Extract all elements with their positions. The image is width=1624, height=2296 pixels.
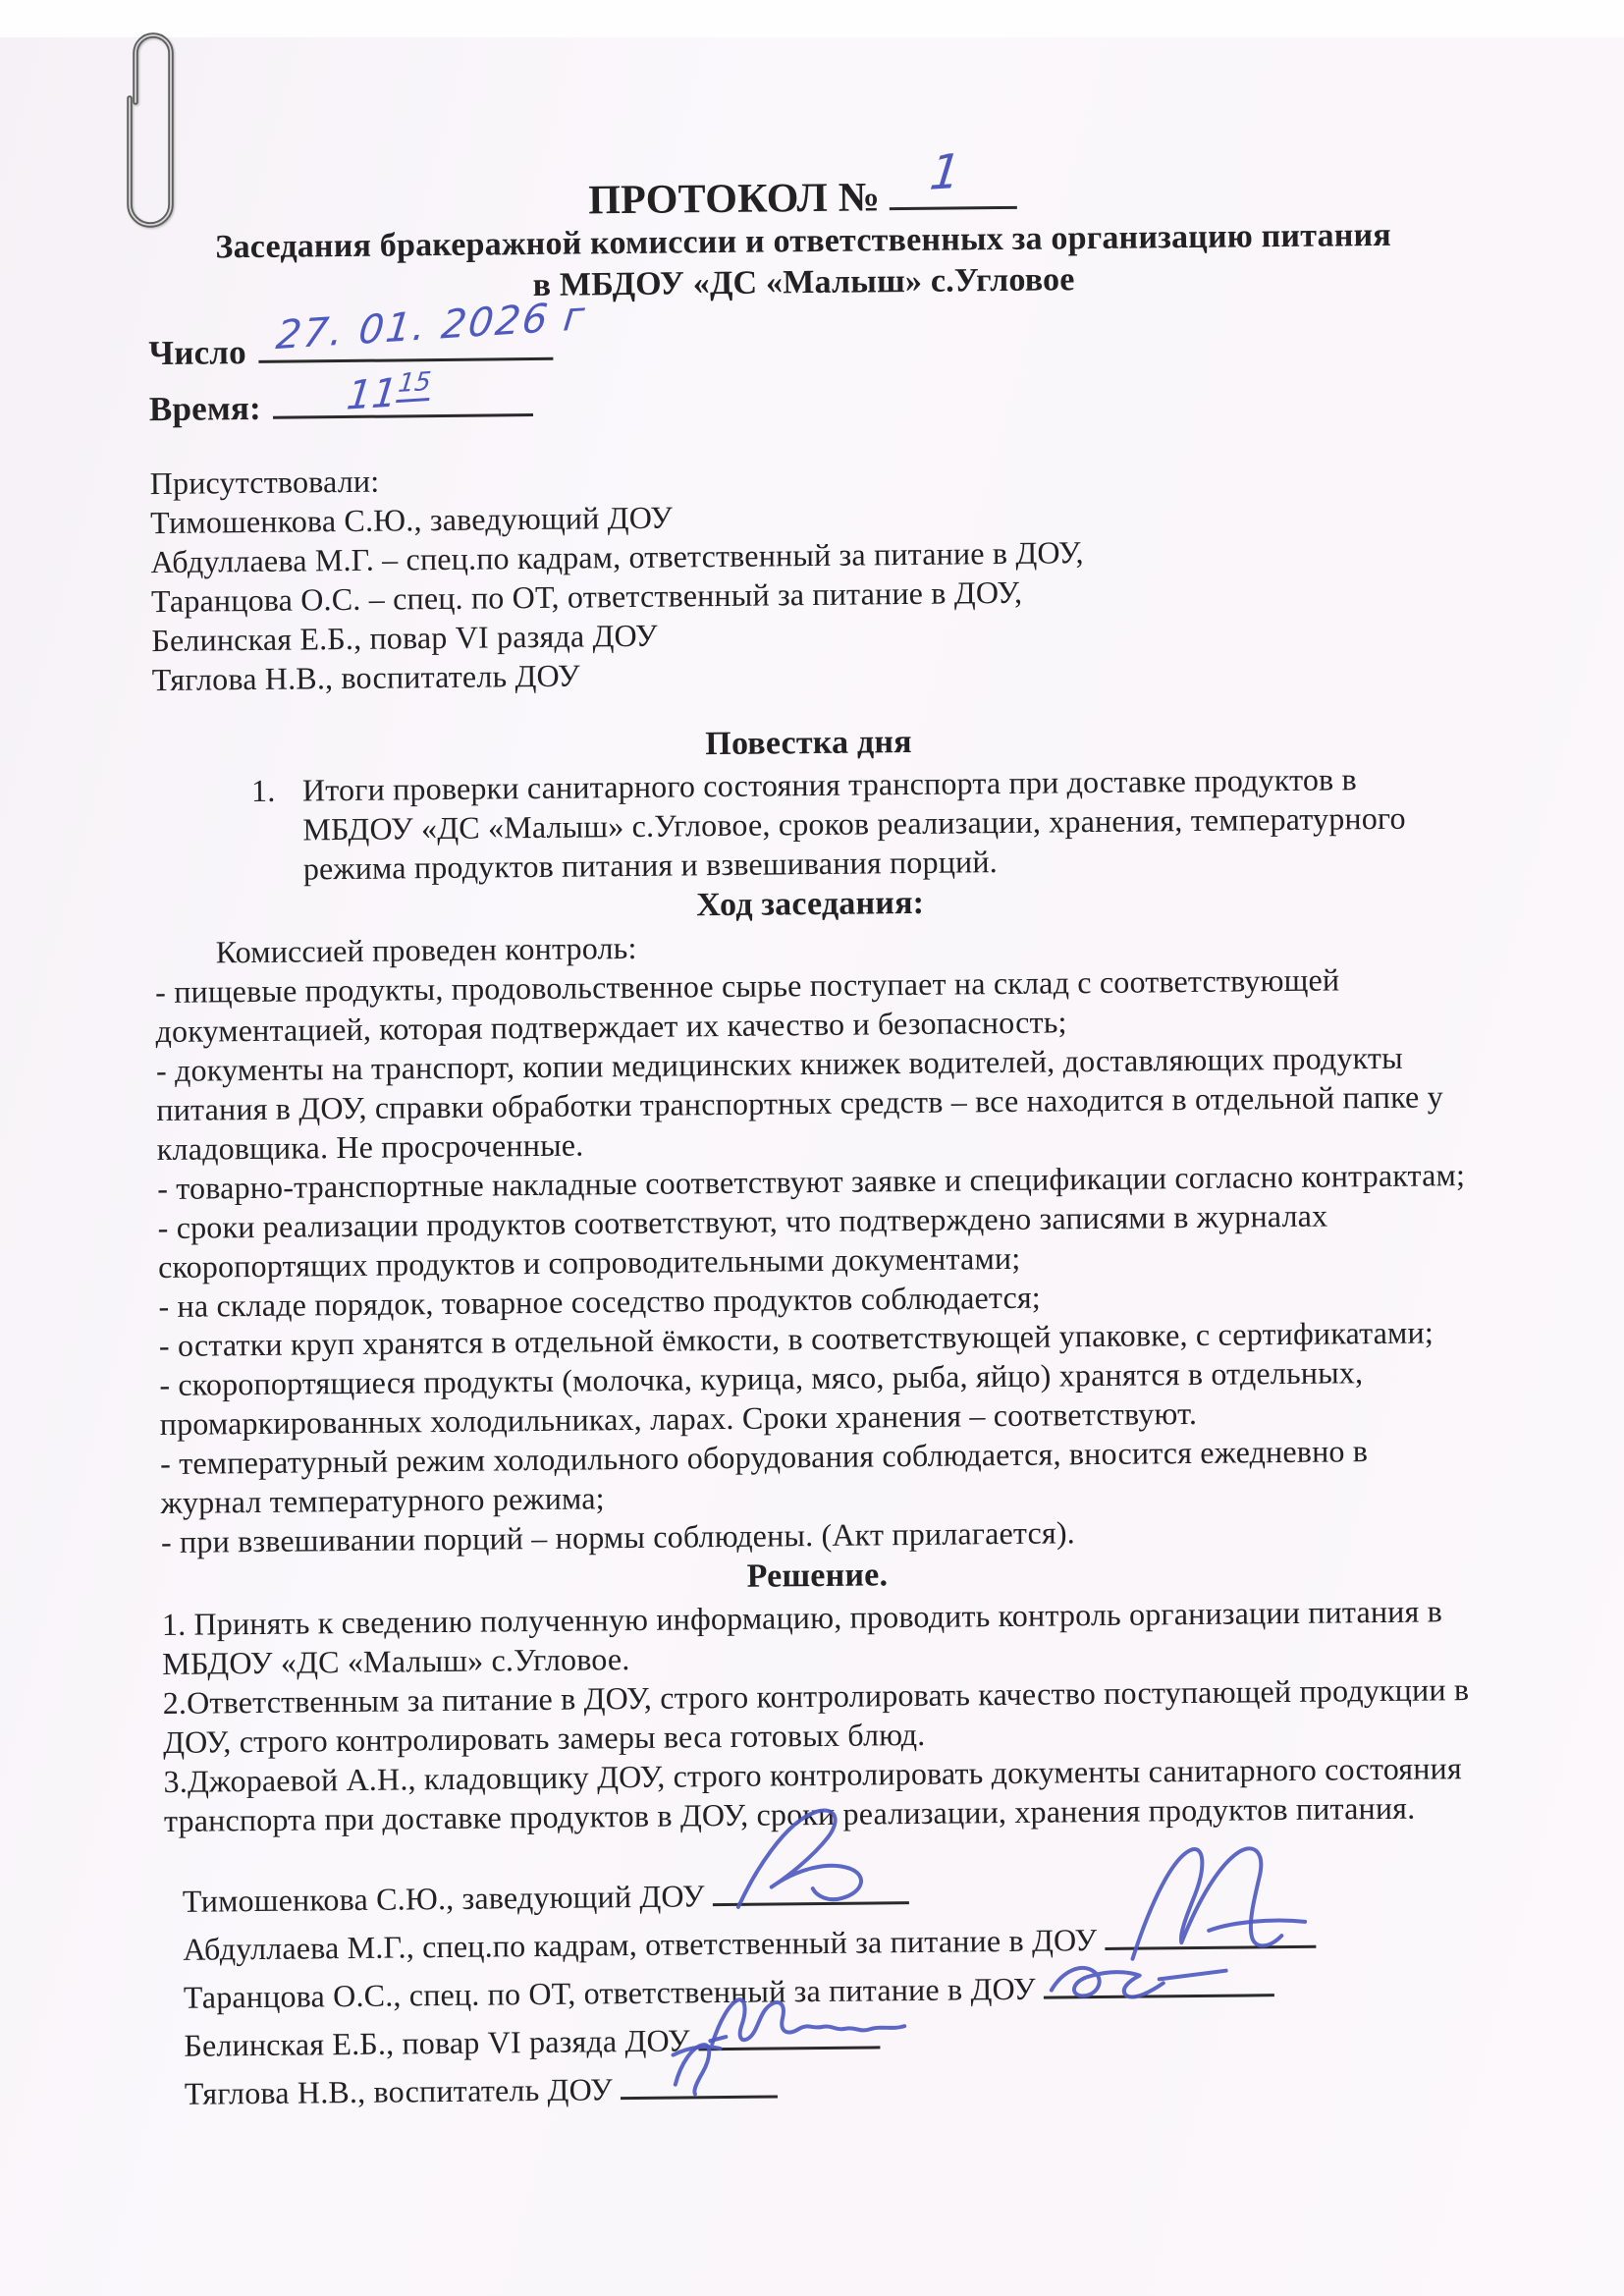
signature-scribble-tyaglova [659, 2033, 738, 2103]
protocol-title-label: ПРОТОКОЛ № [588, 175, 881, 224]
decision-heading: Решение. [746, 1557, 889, 1595]
document-content [0, 28, 1624, 2117]
protocol-number-blank [890, 143, 1017, 210]
finding-item: - остатки круп хранятся в отдельной ёмкости, в соответствующей упаковке, с сертификатами; [158, 1314, 1435, 1364]
signature-blank-line [1044, 1960, 1274, 1998]
date-handwritten: 27. 01. 2026 г [273, 293, 589, 359]
signature-scribble-timoshenkova [726, 1803, 893, 1913]
attendee-line: Белинская Е.Б., повар VI разяда ДОУ [151, 617, 659, 659]
attendee-line: Тимошенкова С.Ю., заведующий ДОУ [149, 499, 674, 541]
decision-item: 1. Принять к сведению полученную информацию, проводить контроль организации питания в МБДОУ «ДС «Малыш» с.Угловое. [161, 1593, 1443, 1682]
datetime-block [148, 293, 1461, 432]
attendees-block [150, 450, 1464, 699]
signature-label: Тимошенкова С.Ю., заведующий ДОУ [182, 1878, 705, 1919]
signature-label: Абдуллаева М.Г., спец.по кадрам, ответственный за питание в ДОУ [183, 1922, 1098, 1967]
time-hours: 11 [344, 370, 401, 419]
signature-label: Белинская Е.Б., повар VI разяда ДОУ [184, 2022, 691, 2063]
finding-item: - пищевые продукты, продовольственное сырье поступает на склад с соответствующей документацией, которая подтверждает их качество и безопасность; [154, 961, 1340, 1050]
attendees-heading: Присутствовали: [149, 463, 380, 502]
agenda-item-text: Итоги проверки санитарного состояния транспорта при доставке продуктов в МБДОУ «ДС «Малыш» с.Угловое, сроков реализации, хранения, температурного режима продуктов питания и взвешивания порций. [301, 761, 1406, 887]
signature-label: Тяглова Н.В., воспитатель ДОУ [184, 2071, 614, 2111]
agenda-item-number: 1. [250, 772, 276, 809]
finding-item: - скоропортящиеся продукты (молочка, курица, мясо, рыба, яйцо) хранятся в отдельных, промаркированных холодильниках, ларах. Сроки хранения – соответствуют. [159, 1354, 1364, 1443]
signature-blank-line [621, 2061, 778, 2100]
finding-item: - сроки реализации продуктов соответствуют, что подтверждено записями в журналах скоропортящих продуктов и сопроводительными документами; [157, 1197, 1328, 1285]
signature-scribble-tarantsova [1043, 1941, 1240, 2012]
signatures-block [183, 1862, 1479, 2116]
date-blank-line [258, 293, 589, 363]
date-label: Число [148, 333, 247, 373]
proceedings-heading: Ход заседания: [696, 884, 925, 924]
finding-item: - документы на транспорт, копии медицинских книжек водителей, доставляющих продукты питания в ДОУ, справки обработки транспортных средств – все находится в отдельной папке у кладовщика. Не просроченные. [155, 1039, 1444, 1168]
finding-item: - товарно-транспортные накладные соответствуют заявке и спецификации согласно контрактам; [157, 1157, 1466, 1207]
attendee-line: Тяглова Н.В., воспитатель ДОУ [151, 657, 581, 698]
time-handwritten [345, 359, 434, 420]
signature-blank-line [713, 1868, 909, 1906]
document-subtitle-line2: в МБДОУ «ДС «Малыш» с.Угловое [532, 261, 1075, 303]
agenda-heading: Повестка дня [705, 723, 912, 763]
finding-item: - температурный режим холодильного оборудования соблюдается, вносится ежедневно в журнал температурного режима; [159, 1433, 1369, 1521]
proceedings-intro: Комиссией проведен контроль: [215, 929, 637, 970]
decision-item: 2.Ответственным за питание в ДОУ, строго контролировать качество поступающей продукции в ДОУ, строго контролировать замеры веса готовых блюд. [162, 1671, 1470, 1761]
attendee-line: Таранцова О.С. – спец. по ОТ, ответственный за питание в ДОУ, [150, 574, 1023, 620]
finding-item: - при взвешивании порций – нормы соблюдены. (Акт прилагается). [160, 1514, 1076, 1560]
protocol-number-handwritten: 1 [927, 143, 964, 201]
time-blank-line [273, 366, 533, 419]
decision-list [162, 1591, 1476, 1840]
agenda-item [153, 758, 1466, 890]
time-minutes: 15 [396, 367, 432, 403]
time-label: Время: [148, 388, 262, 429]
findings-list [155, 958, 1473, 1561]
finding-item: - на складе порядок, товарное соседство продуктов соблюдается; [158, 1279, 1042, 1325]
signature-label: Таранцова О.С., спец. по ОТ, ответственный за питание в ДОУ [183, 1970, 1037, 2015]
attendee-line: Абдуллаева М.Г. – спец.по кадрам, ответственный за питание в ДОУ, [150, 534, 1084, 580]
decision-item: 3.Джораевой А.Н., кладовщику ДОУ, строго контролировать документы санитарного состояния транспорта при доставке продуктов в ДОУ, сроки реализации, хранения продуктов питания. [163, 1750, 1462, 1839]
document-subtitle-line1: Заседания бракеражной комиссии и ответственных за организацию питания [215, 216, 1392, 266]
